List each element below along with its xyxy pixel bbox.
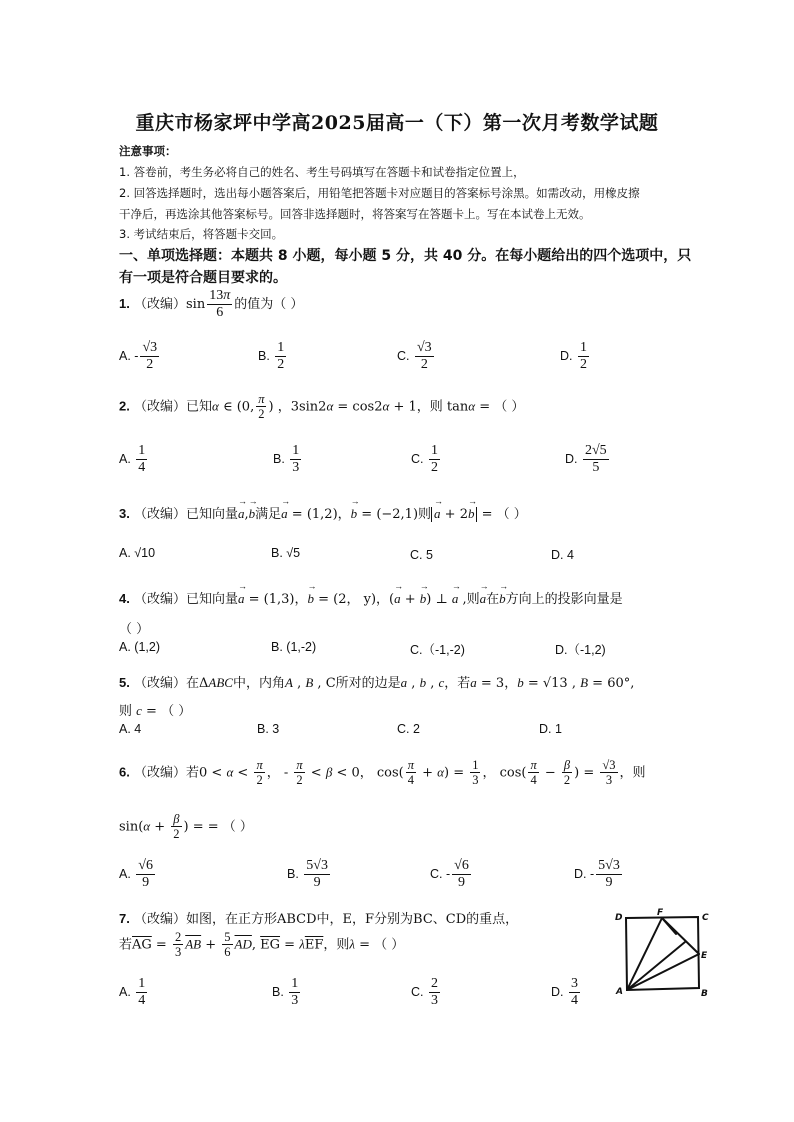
q4-option-d: D.（-1,2) (555, 643, 606, 657)
square-figure (612, 906, 712, 1002)
question-6-line2: sin(α + $\frac{\beta}{2}$ ) = = （ ） (119, 812, 253, 842)
q2-option-c: C. $\frac{1}{2}$ (411, 443, 438, 476)
q4-option-a: A. (1,2) (119, 640, 160, 654)
question-7: 7. （改编）如图，在正方形ABCD中，E，F分别为BC、CD的重点， (119, 911, 519, 927)
q7-option-a: A. $\frac{1}{4}$ (119, 976, 146, 1009)
q7-option-b: B. $\frac{1}{3}$ (272, 976, 299, 1009)
section-heading: 一、单项选择题：本题共 8 小题，每小题 5 分，共 40 分。在每小题给出的四个选项中，只 (119, 248, 692, 264)
q5-option-d: D. 1 (539, 722, 562, 736)
q1-option-c: C. $\frac{√3}{2}$ (397, 340, 432, 373)
question-1: 1. （改编）sin $\frac{13\pi}{6}$ 的值为（ ） (119, 288, 304, 321)
label-d: D (615, 913, 623, 923)
question-5-line2: 则 c = （ ） (119, 703, 192, 719)
q7-option-d: D. $\frac{3}{4}$ (551, 976, 578, 1009)
label-b: B (701, 989, 708, 999)
q1-option-a: A. - $\frac{√3}{2}$ (119, 340, 158, 373)
segment-af (627, 918, 662, 990)
label-f: F (657, 908, 664, 918)
question-3: 3. （改编）已知向量→ a,→ b满足→ a = (1,2)，→ b = (−2,1)则 → a + 2→ b = （ ） (119, 503, 527, 522)
segment-fg (662, 918, 676, 934)
q5-option-c: C. 2 (397, 722, 420, 736)
page-title: 重庆市杨家坪中学高2025届高一（下）第一次月考数学试题 (135, 112, 659, 134)
notes-item: 干净后，再选涂其他答案标号。回答非选择题时，将答案写在答题卡上。写在本试卷上无效。 (119, 207, 591, 221)
q4-option-c: C.（-1,-2) (410, 643, 465, 657)
question-6: 6. （改编）若0 < α < $\frac{\pi}{2}$ ， - $\frac{\pi}{2}$ < β < 0， cos( $\frac{\pi}{4}$ + α) = $\frac{1}{3}$ ， cos( $\frac{\pi}{4}$ − $\frac{\beta}{2}$ ) = $\frac{√3}{3}$ ，则 (119, 758, 646, 788)
section-heading: 有一项是符合题目要求的。 (119, 270, 287, 286)
question-7-line2: 若$\overline{AG}$ = $\frac{2}{3}$ $\overline{AB}$ + $\frac{5}{6}$ $\overline{AD}$, $\overline{EG} = \lambda\overline{EF}$，则λ = （ ） (119, 930, 405, 960)
q2-option-a: A. $\frac{1}{4}$ (119, 443, 146, 476)
q5-option-b: B. 3 (257, 722, 280, 736)
q6-option-b: B. $\frac{5√3}{9}$ (287, 858, 328, 891)
notes-item: 2. 回答选择题时，选出每小题答案后，用铅笔把答题卡对应题目的答案标号涂黑。如需改动，用橡皮擦 (119, 186, 640, 200)
q1-option-d: D. $\frac{1}{2}$ (560, 340, 587, 373)
q3-option-d: D. 4 (551, 548, 574, 562)
question-2: 2. （改编）已知α ∈ (0, $\frac{\pi}{2}$ ) ，3sin2α = cos2α + 1，则 tanα = （ ） (119, 392, 525, 422)
notes-item: 3. 考试结束后，将答题卡交回。 (119, 227, 284, 241)
notes-heading: 注意事项： (119, 144, 177, 158)
q3-option-c: C. 5 (410, 548, 433, 562)
q6-option-c: C. - $\frac{√6}{9}$ (430, 858, 469, 891)
q4-paren: （ ） (119, 622, 150, 637)
label-a: A (616, 987, 623, 997)
q4-option-b: B. (1,-2) (271, 640, 317, 654)
notes-item: 1. 答卷前，考生务必将自己的姓名、考生号码填写在答题卡和试卷指定位置上， (119, 165, 525, 179)
q5-option-a: A. 4 (119, 722, 142, 736)
q2-option-d: D. $\frac{2√5}{5}$ (565, 443, 607, 476)
question-5: 5. （改编）在ΔABC中，内角A , B , C所对的边是a , b , c，若a = 3，b = √13 , B = 60°, (119, 675, 635, 691)
q3-option-b: B. √5 (271, 546, 301, 560)
q2-option-b: B. $\frac{1}{3}$ (273, 443, 300, 476)
q3-option-a: A. √10 (119, 546, 156, 560)
q6-option-d: D. - $\frac{5√3}{9}$ (574, 858, 620, 891)
square-outline (626, 917, 699, 990)
label-e: E (701, 951, 708, 961)
label-c: C (702, 913, 709, 923)
question-4: 4. （改编）已知向量→ a = (1,3)，→ b = (2， y)，(→ a + → b) ⊥ → a ,则→ a在→ b方向上的投影向量是 (119, 588, 623, 607)
q1-option-b: B. $\frac{1}{2}$ (258, 340, 285, 373)
q7-option-c: C. $\frac{2}{3}$ (411, 976, 438, 1009)
q6-option-a: A. $\frac{√6}{9}$ (119, 858, 153, 891)
